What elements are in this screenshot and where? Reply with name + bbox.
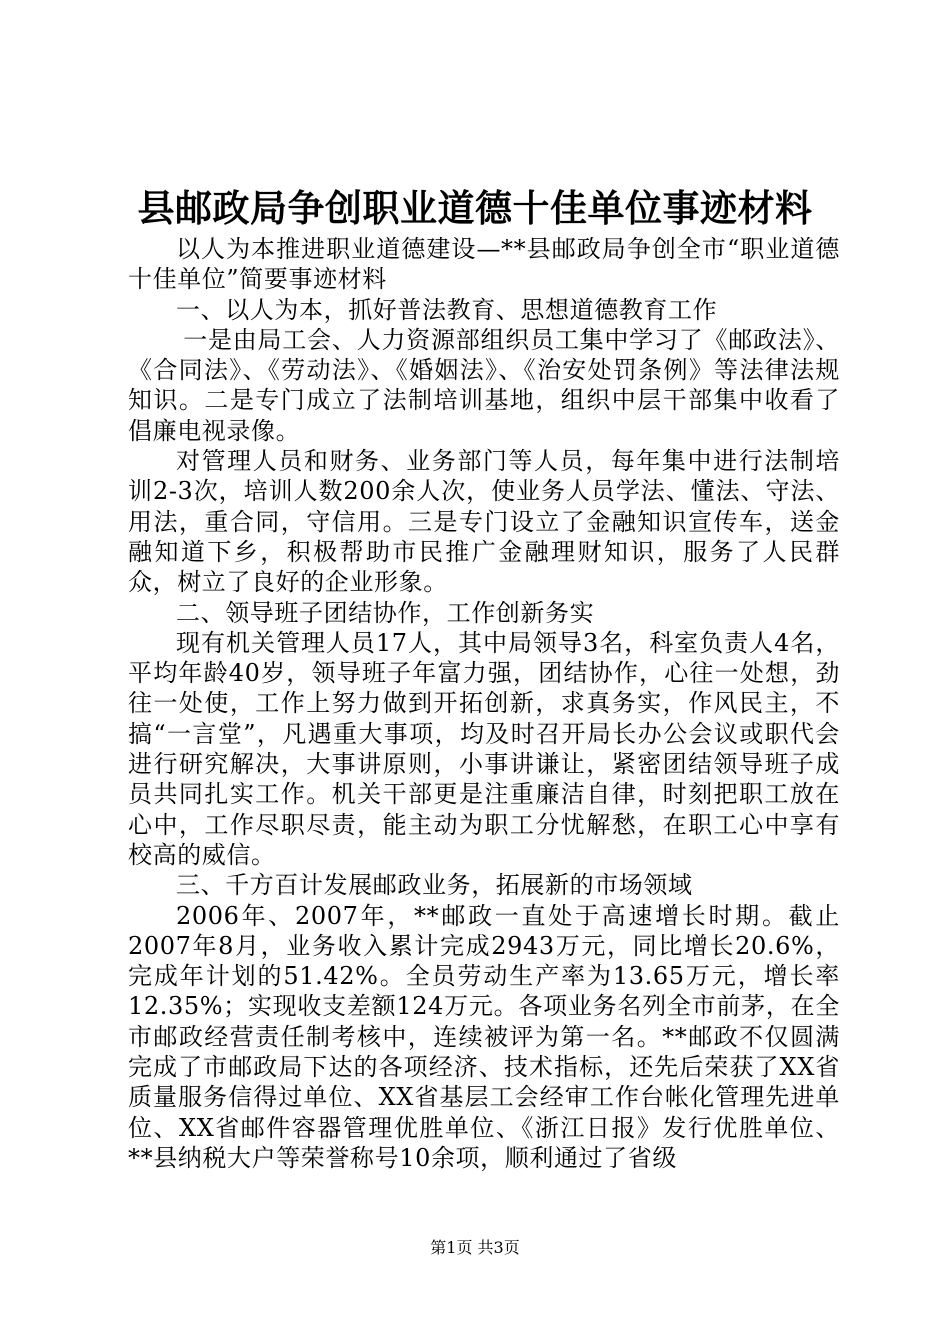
- paragraph: 现有机关管理人员17人，其中局领导3名，科室负责人4名，平均年龄40岁，领导班子年富力强，团结协作，心往一处想，劲往一处使，工作上努力做到开拓创新，求真务实，作风民主，不搞“一言堂”，凡遇重大事项，均及时召开局长办公会议或职代会进行研究解决，大事讲原则，小事讲谦让，紧密团结领导班子成员共同扎实工作。机关干部更是注重廉洁自律，时刻把职工放在心中，工作尽职尽责，能主动为职工分忧解愁，在职工心中享有校高的威信。: [128, 628, 840, 869]
- section-heading-1: 一、以人为本，抓好普法教育、思想道德教育工作: [176, 295, 718, 324]
- paragraph: 2006年、2007年，**邮政一直处于高速增长时期。截止2007年8月，业务收入累计完成2943万元，同比增长20.6%，完成年计划的51.42%。全员劳动生产率为13.65万元，增长率12.35%；实现收支差额124万元。各项业务名列全市前茅，在全市邮政经营责任制考核中，连续被评为第一名。**邮政不仅圆满完成了市邮政局下达的各项经济、技术指标，还先后荣获了XX省质量服务信得过单位、XX省基层工会经审工作台帐化管理先进单位、XX省邮件容器管理优胜单位、《浙江日报》发行优胜单位、**县纳税大户等荣誉称号10余项，顺利通过了省级: [128, 901, 840, 1172]
- paragraph-subtitle: 以人为本推进职业道德建设—**县邮政局争创全市“职业道德十佳单位”简要事迹材料: [128, 235, 840, 294]
- section-heading-2: 二、领导班子团结协作，工作创新务实: [176, 598, 595, 627]
- page-footer: 第1页 共3页: [430, 1238, 520, 1257]
- section-heading-3: 三、千方百计发展邮政业务，拓展新的市场领域: [176, 871, 693, 900]
- document-body: [128, 234, 840, 1173]
- paragraph: 对管理人员和财务、业务部门等人员，每年集中进行法制培训2-3次，培训人数200余人次，使业务人员学法、懂法、守法、用法，重合同，守信用。三是专门设立了金融知识宣传车，送金融知道下乡，积极帮助市民推广金融理财知识，服务了人民群众，树立了良好的企业形象。: [128, 447, 840, 597]
- document-title: 县邮政局争创职业道德十佳单位事迹材料: [137, 186, 813, 230]
- paragraph: 一是由局工会、人力资源部组织员工集中学习了《邮政法》、《合同法》、《劳动法》、《婚姻法》、《治安处罚条例》等法律法规知识。二是专门成立了法制培训基地，组织中层干部集中收看了倡廉电视录像。: [128, 325, 840, 445]
